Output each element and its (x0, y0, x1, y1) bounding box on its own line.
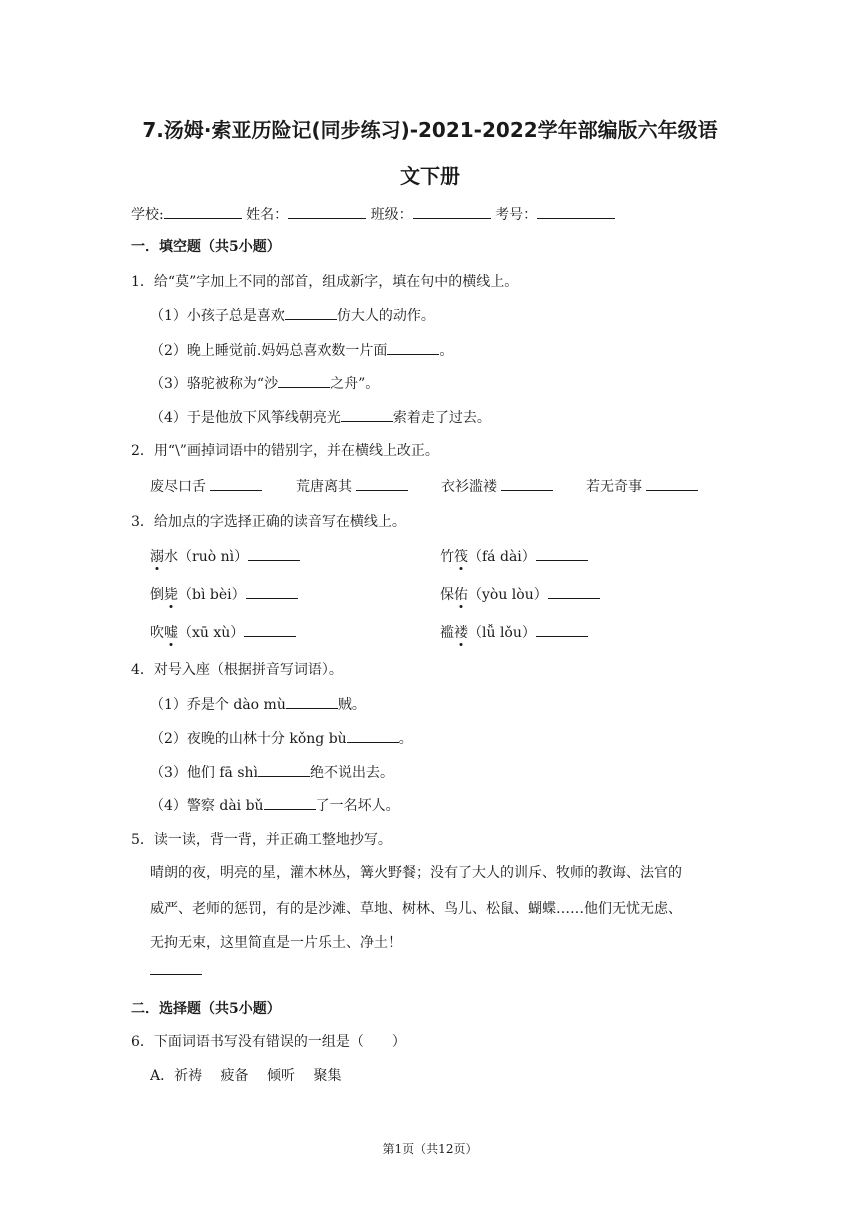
class-blank[interactable] (413, 206, 491, 219)
answer-blank[interactable] (210, 478, 262, 491)
section-heading-choice: 二．选择题（共5小题） (131, 1001, 281, 1017)
passage-line-3: 无拘无束，这里简直是一片乐土、净土！ (150, 935, 402, 951)
question-1-item-4: （4）于是他放下风筝线朝亮光 索着走了过去。 (150, 410, 491, 426)
answer-blank[interactable] (356, 478, 408, 491)
question-3-item-4: 保佑（yòu lòu） (440, 584, 600, 604)
section-heading-fill: 一．填空题（共5小题） (131, 239, 281, 255)
question-4-item-2: （2）夜晚的山林十分 kǒng bù 。 (150, 731, 413, 747)
school-label: 学校: (131, 207, 164, 223)
question-6-option-a[interactable]: A．祈祷 疲备 倾听 聚集 (150, 1068, 342, 1084)
answer-blank[interactable] (536, 624, 588, 637)
question-3-stem: 3．给加点的字选择正确的读音写在横线上。 (131, 514, 406, 530)
answer-blank[interactable] (286, 696, 338, 709)
question-6-stem: 6．下面词语书写没有错误的一组是（ ） (131, 1034, 406, 1050)
exam-no-blank[interactable] (537, 206, 615, 219)
answer-blank[interactable] (248, 548, 300, 561)
question-3-item-3: 倒毙（bì bèi） (150, 584, 298, 604)
answer-blank[interactable] (347, 730, 399, 743)
question-1-item-3: （3）骆驼被称为“沙 之舟”。 (150, 376, 380, 392)
answer-blank[interactable] (536, 548, 588, 561)
page-title-continued: 文下册 (400, 164, 460, 188)
answer-blank[interactable] (244, 624, 296, 637)
name-blank[interactable] (288, 206, 366, 219)
question-2-word-2: 荒唐离其 (296, 476, 408, 496)
answer-blank[interactable] (258, 764, 310, 777)
class-label: 班级： (370, 207, 413, 223)
question-2-stem: 2．用“\”画掉词语中的错别字，并在横线上改正。 (131, 443, 439, 459)
question-1-item-1: （1）小孩子总是喜欢 仿大人的动作。 (150, 308, 435, 324)
page-footer: 第1页（共12页） (382, 1142, 478, 1156)
question-5-stem: 5．读一读，背一背，并正确工整地抄写。 (131, 832, 392, 848)
question-4-item-1: （1）乔是个 dào mù 贼。 (150, 697, 366, 713)
question-1-stem: 1．给“莫”字加上不同的部首，组成新字，填在句中的横线上。 (131, 274, 519, 290)
exam-no-label: 考号： (495, 207, 538, 223)
question-2-word-4: 若无奇事 (586, 476, 698, 496)
question-3-item-6: 褴褛（lǚ lǒu） (440, 622, 588, 642)
answer-blank[interactable] (341, 409, 393, 422)
answer-blank[interactable] (285, 307, 337, 320)
answer-blank[interactable] (548, 586, 600, 599)
answer-blank[interactable] (387, 342, 439, 355)
question-2-word-3: 衣衫滥褛 (441, 476, 553, 496)
answer-blank[interactable] (150, 962, 202, 975)
question-3-item-1: 溺水（ruò nì） (150, 546, 300, 566)
passage-line-2: 威严、老师的惩罚，有的是沙滩、草地、树林、鸟儿、松鼠、蝴蝶……他们无忧无虑、 (150, 901, 682, 917)
answer-blank[interactable] (646, 478, 698, 491)
answer-blank[interactable] (501, 478, 553, 491)
question-4-item-4: （4）警察 dài bǔ 了一名坏人。 (150, 798, 400, 814)
answer-blank[interactable] (278, 375, 330, 388)
passage-line-1: 晴朗的夜，明亮的星，灌木林丛，篝火野餐；没有了大人的训斥、牧师的教诲、法官的 (150, 865, 682, 881)
question-4-item-3: （3）他们 fā shì 绝不说出去。 (150, 765, 395, 781)
question-2-word-1: 废尽口舌 (150, 476, 262, 496)
copy-answer-line[interactable] (150, 962, 202, 979)
question-3-item-2: 竹筏（fá dài） (440, 546, 588, 566)
page-title: 7.汤姆·索亚历险记(同步练习)-2021-2022学年部编版六年级语 (142, 118, 718, 142)
name-label: 姓名： (246, 207, 289, 223)
question-3-item-5: 吹嘘（xū xù） (150, 622, 296, 642)
student-info-row (131, 204, 615, 224)
school-blank[interactable] (164, 206, 242, 219)
question-1-item-2: （2）晚上睡觉前.妈妈总喜欢数一片面 。 (150, 343, 454, 359)
question-4-stem: 4．对号入座（根据拼音写词语）。 (131, 662, 343, 678)
answer-blank[interactable] (246, 586, 298, 599)
answer-blank[interactable] (264, 797, 316, 810)
